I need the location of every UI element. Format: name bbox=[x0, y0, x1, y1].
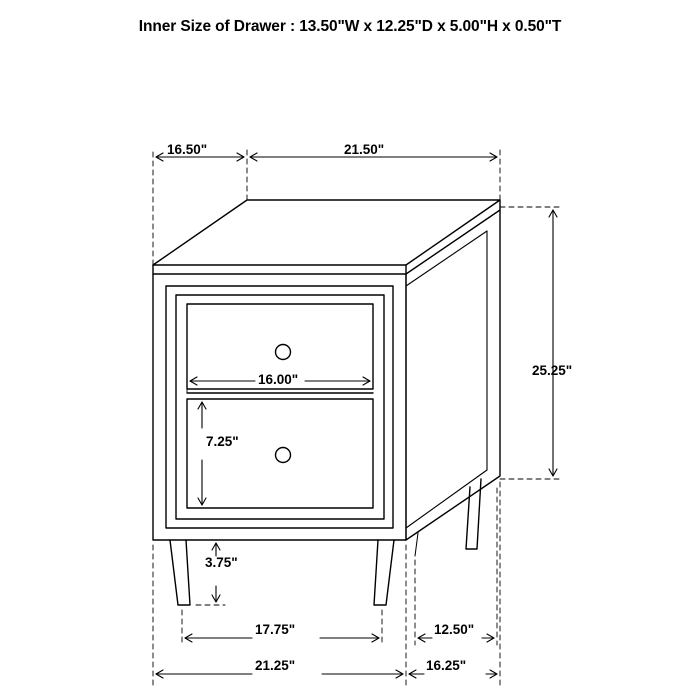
page-title: Inner Size of Drawer : 13.50"W x 12.25"D x 5.00"H x 0.50"T bbox=[138, 18, 562, 35]
dim-base-front-width: 17.75" bbox=[255, 622, 296, 637]
dim-base-side-width: 12.50" bbox=[434, 622, 475, 637]
dim-top-width: 21.50" bbox=[344, 142, 385, 157]
dim-overall-height: 25.25" bbox=[532, 363, 573, 378]
dim-top-depth: 16.50" bbox=[167, 142, 208, 157]
dim-upper-drawer-width: 16.00" bbox=[258, 372, 299, 387]
dim-overall-side-depth: 16.25" bbox=[426, 658, 467, 673]
dim-overall-front-width: 21.25" bbox=[255, 658, 296, 673]
dim-leg-height: 3.75" bbox=[205, 555, 238, 570]
dim-lower-drawer-height: 7.25" bbox=[206, 434, 239, 449]
